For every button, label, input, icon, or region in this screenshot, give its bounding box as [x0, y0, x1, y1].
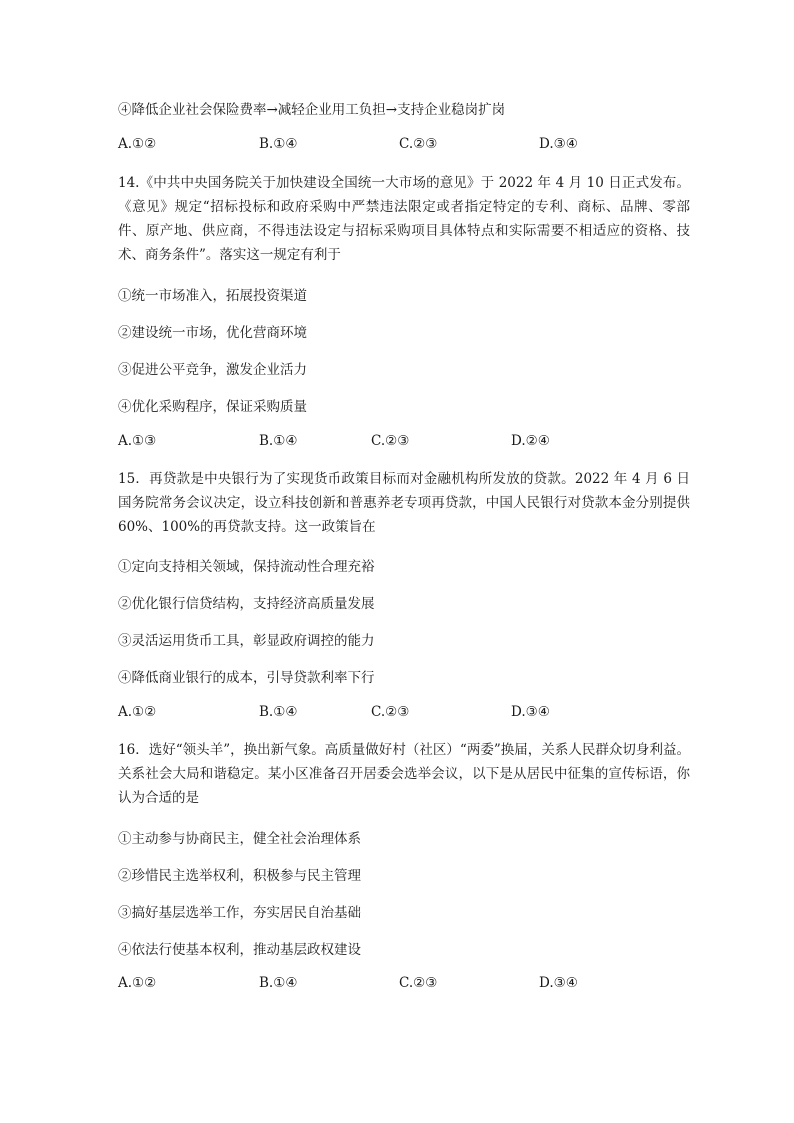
q15-option-d: D.③④: [511, 704, 550, 720]
q16-item-2: ②珍惜民主选举权利，积极参与民主管理: [118, 868, 361, 884]
q15-stem: 15．再贷款是中央银行为了实现货币政策目标而对金融机构所发放的贷款。2022 年 4 月 6 日国务院常务会议决定，设立科技创新和普惠养老专项再贷款，中国人民银行对贷款本金分别提供 60%、100%的再贷款支持。这一政策旨在: [118, 471, 690, 535]
q16-option-d: D.③④: [539, 975, 578, 991]
q14-option-c: C.②③: [371, 433, 410, 449]
q15-item-4: ④降低商业银行的成本，引导贷款利率下行: [118, 670, 375, 686]
q14-option-d: D.②④: [511, 433, 550, 449]
q16-item-4: ④依法行使基本权利，推动基层政权建设: [118, 942, 361, 958]
q13-option-c: C.②③: [399, 136, 438, 152]
q13-item-4: ④降低企业社会保险费率→减轻企业用工负担→支持企业稳岗扩岗: [118, 102, 506, 118]
q15-options: [118, 704, 678, 724]
q14-option-a: A.①③: [118, 433, 157, 449]
q16-option-b: B.①④: [259, 975, 298, 991]
q14-option-b: B.①④: [259, 433, 298, 449]
q13-option-a: A.①②: [118, 136, 157, 152]
q16-stem: 16．选好“领头羊”，换出新气象。高质量做好村（社区）“两委”换届，关系人民群众切身利益。关系社会大局和谐稳定。某小区准备召开居委会选举会议，以下是从居民中征集的宣传标语，你认为合适的是: [118, 742, 690, 806]
q14-item-3: ③促进公平竞争，激发企业活力: [118, 362, 307, 378]
q13-option-d: D.③④: [539, 136, 578, 152]
q15-item-1: ①定向支持相关领域，保持流动性合理充裕: [118, 559, 375, 575]
q14-stem: 14.《中共中央国务院关于加快建设全国统一大市场的意见》于 2022 年 4 月 10 日正式发布。《意见》规定“招标投标和政府采购中严禁违法限定或者指定特定的专利、商标、品牌、零部件、原产地、供应商，不得违法设定与招标采购项目具体特点和实际需要不相适应的资格、技术、商务条件”。落实这一规定有利于: [118, 175, 690, 263]
q14-item-1: ①统一市场准入，拓展投资渠道: [118, 288, 307, 304]
q15-option-c: C.②③: [371, 704, 410, 720]
q14-item-2: ②建设统一市场，优化营商环境: [118, 325, 307, 341]
q14-item-4: ④优化采购程序，保证采购质量: [118, 399, 307, 415]
q16-option-c: C.②③: [399, 975, 438, 991]
q16-item-3: ③搞好基层选举工作，夯实居民自治基础: [118, 905, 361, 921]
q13-option-b: B.①④: [259, 136, 298, 152]
q15-option-b: B.①④: [259, 704, 298, 720]
q14-options: [118, 433, 678, 453]
q15-item-3: ③灵活运用货币工具，彰显政府调控的能力: [118, 633, 375, 649]
q16-options: [118, 975, 678, 995]
q15-item-2: ②优化银行信贷结构，支持经济高质量发展: [118, 596, 375, 612]
q16-option-a: A.①②: [118, 975, 157, 991]
q13-options: [118, 136, 678, 156]
q16-item-1: ①主动参与协商民主，健全社会治理体系: [118, 831, 361, 847]
q15-option-a: A.①②: [118, 704, 157, 720]
